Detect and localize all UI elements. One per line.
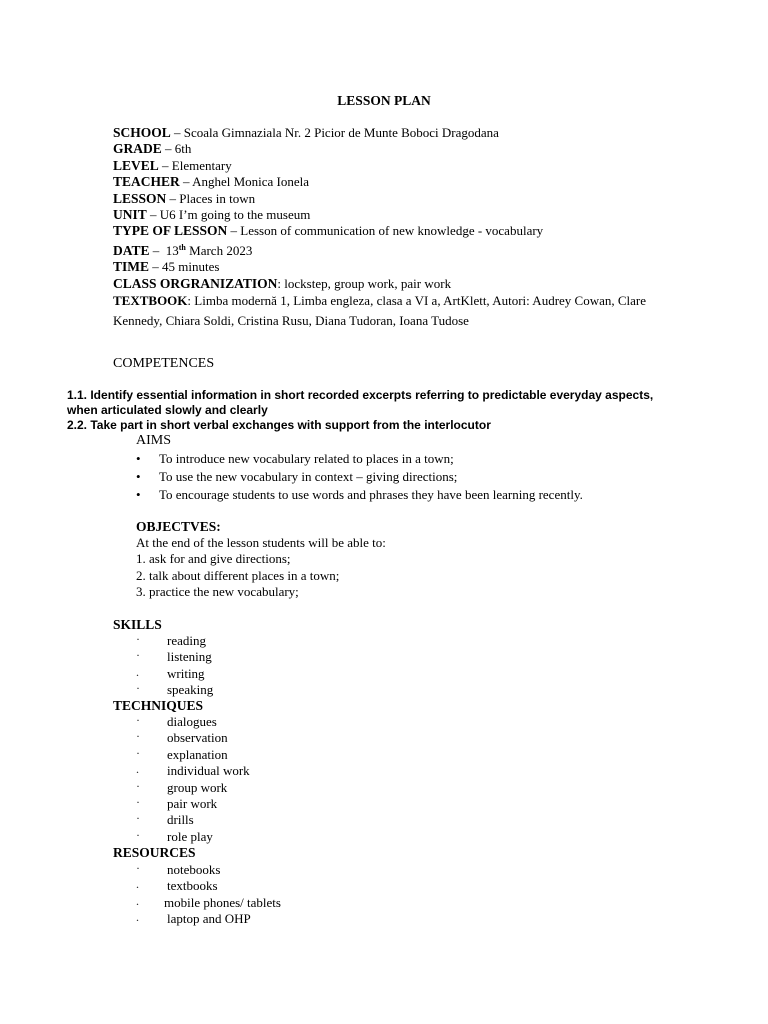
bullet-icon: · xyxy=(136,745,140,760)
teacher-row xyxy=(113,174,713,190)
textbook-label: TEXTBOOK xyxy=(113,293,188,309)
bullet-icon: · xyxy=(136,811,140,826)
technique-text: group work xyxy=(167,779,228,795)
date-label: DATE xyxy=(113,242,150,258)
bullet-icon: · xyxy=(136,861,140,875)
dash: – xyxy=(174,125,181,140)
competences-heading: COMPETENCES xyxy=(113,356,215,371)
dash: – xyxy=(150,207,157,223)
list-item xyxy=(136,486,583,504)
time-row xyxy=(113,259,713,275)
textbook-row xyxy=(113,292,713,309)
teacher-value: Anghel Monica Ionela xyxy=(192,174,310,190)
bullet-icon: · xyxy=(136,648,140,663)
type-value: Lesson of communication of new knowledge - vocabulary xyxy=(240,223,544,239)
bullet-icon: • xyxy=(136,487,141,502)
technique-text: individual work xyxy=(167,763,250,779)
dash: – xyxy=(152,242,160,258)
skill-text: reading xyxy=(167,633,206,648)
aims-list xyxy=(136,450,583,504)
aim-text: To introduce new vocabulary related to places in a town; xyxy=(159,451,454,466)
bullet-icon: . xyxy=(136,910,139,925)
resources-heading: RESOURCES xyxy=(113,845,196,860)
date-row xyxy=(113,240,713,259)
type-row xyxy=(113,223,713,239)
bullet-icon: • xyxy=(136,451,141,466)
bullet-icon: · xyxy=(136,827,140,842)
date-rest: March 2023 xyxy=(189,242,253,258)
technique-text: drills xyxy=(167,812,194,828)
bullet-icon: · xyxy=(136,681,140,696)
teacher-label: TEACHER xyxy=(113,174,180,190)
unit-row xyxy=(113,207,713,223)
resource-text: mobile phones/ tablets xyxy=(164,894,281,910)
aim-text: To use the new vocabulary in context – giving directions; xyxy=(159,469,458,484)
class-value: : lockstep, group work, pair work xyxy=(277,275,452,291)
class-label: CLASS ORGRANIZATION xyxy=(113,275,278,291)
list-item xyxy=(136,468,583,486)
list-item: 2. talk about different places in a town; xyxy=(136,567,340,583)
skills-heading: SKILLS xyxy=(113,617,162,632)
school-label: SCHOOL xyxy=(113,125,171,140)
level-value: Elementary xyxy=(171,157,232,173)
textbook-value-line1: : Limba modernă 1, Limba engleza, clasa a VI a, ArtKlett, Autori: Audrey Cowan, Clare xyxy=(187,293,647,309)
bullet-icon: . xyxy=(136,762,139,777)
bullet-icon: · xyxy=(136,632,140,646)
skill-text: listening xyxy=(167,649,212,665)
aims-heading: AIMS xyxy=(136,433,172,448)
aim-text: To encourage students to use words and phrases they have been learning recently. xyxy=(159,487,583,502)
bullet-icon: · xyxy=(136,794,140,809)
time-value: 45 minutes xyxy=(162,259,220,275)
date-suffix: th xyxy=(178,242,186,252)
time-label: TIME xyxy=(113,259,150,275)
level-row xyxy=(113,158,713,174)
list-item: 3. practice the new vocabulary; xyxy=(136,584,299,599)
resource-text: textbooks xyxy=(167,878,218,894)
grade-value: 6th xyxy=(174,141,192,157)
grade-row xyxy=(113,141,713,157)
unit-label: UNIT xyxy=(113,207,147,223)
bullet-icon: · xyxy=(136,713,140,727)
grade-label: GRADE xyxy=(113,141,162,157)
school-row xyxy=(113,125,713,141)
lesson-info xyxy=(113,125,713,330)
bullet-icon: . xyxy=(136,664,139,679)
resource-text: laptop and OHP xyxy=(167,911,251,927)
bullet-icon: . xyxy=(136,893,139,908)
lesson-label: LESSON xyxy=(113,190,167,206)
resource-text: notebooks xyxy=(167,862,221,877)
bullet-icon: • xyxy=(136,469,141,484)
competence-item-2: 2.2. Take part in short verbal exchanges with support from the interlocutor xyxy=(67,418,491,432)
technique-text: pair work xyxy=(167,795,218,811)
competence-item-1-line2: when articulated slowly and clearly xyxy=(67,403,268,417)
objectives-list xyxy=(136,551,339,601)
techniques-heading: TECHNIQUES xyxy=(113,698,204,713)
bullet-icon: · xyxy=(136,778,140,793)
school-value: Scoala Gimnaziala Nr. 2 Picior de Munte Boboci Dragodana xyxy=(183,125,499,140)
objectives-intro: At the end of the lesson students will be able to: xyxy=(136,535,386,550)
dash: – xyxy=(183,174,190,190)
skill-text: speaking xyxy=(167,682,214,698)
dash: – xyxy=(162,157,169,173)
textbook-value-line2: Kennedy, Chiara Soldi, Cristina Rusu, Diana Tudoran, Ioana Tudose xyxy=(113,313,469,329)
unit-value: U6 I’m going to the museum xyxy=(159,207,311,223)
objectives-heading: OBJECTVES: xyxy=(136,519,221,534)
competence-item-1-line1: 1.1. Identify essential information in short recorded excerpts referring to predictable everyday aspects, xyxy=(67,388,654,402)
list-item: 1. ask for and give directions; xyxy=(136,551,291,566)
lesson-row xyxy=(113,191,713,207)
technique-text: explanation xyxy=(167,746,228,762)
bullet-icon: · xyxy=(136,729,140,744)
date-day: 13 xyxy=(165,242,179,258)
skill-text: writing xyxy=(167,665,205,681)
document-title: LESSON PLAN xyxy=(337,93,431,108)
bullet-icon: . xyxy=(136,877,139,892)
type-label: TYPE OF LESSON xyxy=(113,223,228,239)
class-row xyxy=(113,276,713,292)
level-label: LEVEL xyxy=(113,157,159,173)
dash: – xyxy=(169,190,177,206)
technique-text: dialogues xyxy=(167,714,217,729)
technique-text: observation xyxy=(167,730,228,746)
competences-list xyxy=(67,388,717,433)
dash: – xyxy=(165,141,172,157)
dash: – xyxy=(230,223,238,239)
technique-text: role play xyxy=(167,828,213,844)
lesson-value: Places in town xyxy=(179,190,256,206)
dash: – xyxy=(152,259,159,275)
list-item xyxy=(136,450,583,468)
